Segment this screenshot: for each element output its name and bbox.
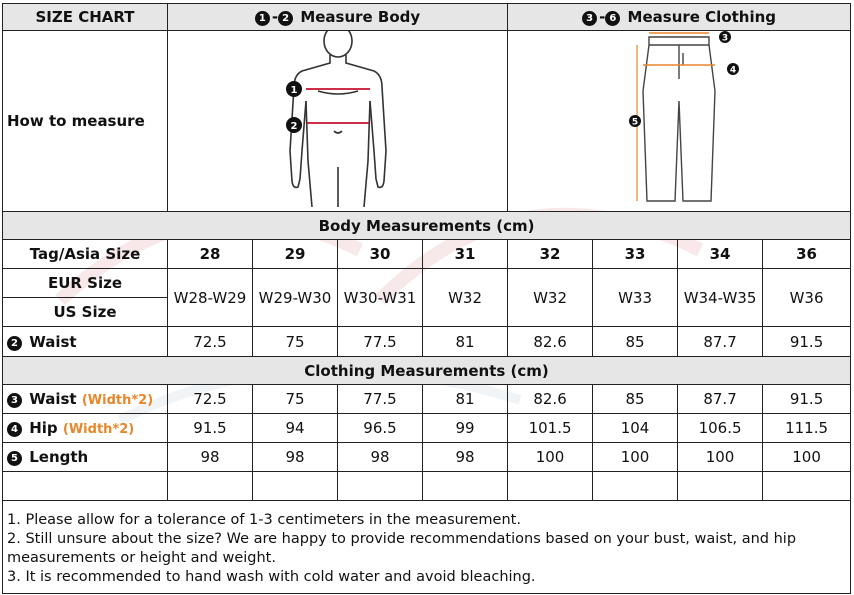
table-row bbox=[3, 327, 851, 357]
tag-size-value: 29 bbox=[253, 240, 338, 269]
table-row bbox=[3, 443, 851, 472]
body-waist-value: 75 bbox=[253, 327, 338, 357]
eur-us-value: W34-W35 bbox=[678, 269, 763, 327]
badge: 3 bbox=[582, 11, 597, 26]
body-figure-icon bbox=[238, 31, 438, 207]
notes-block bbox=[3, 501, 851, 594]
us-size-label: US Size bbox=[3, 298, 168, 327]
badge: 6 bbox=[605, 11, 620, 26]
badge: 3 bbox=[7, 393, 22, 408]
pants-figure-cell bbox=[508, 31, 851, 212]
cloth-length-value: 100 bbox=[678, 443, 763, 472]
empty-cell bbox=[3, 472, 168, 501]
cloth-length-value: 98 bbox=[338, 443, 423, 472]
note-3: 3. It is recommended to hand wash with cold water and avoid bleaching. bbox=[7, 569, 536, 585]
row-label-text: Length bbox=[29, 448, 89, 466]
eur-us-value: W29-W30 bbox=[253, 269, 338, 327]
tag-size-value: 31 bbox=[423, 240, 508, 269]
tag-size-value: 28 bbox=[168, 240, 253, 269]
cloth-hip-value: 94 bbox=[253, 414, 338, 443]
clothing-measurements-title: Clothing Measurements (cm) bbox=[3, 357, 851, 385]
row-label-text: Hip bbox=[29, 419, 58, 437]
cloth-hip-value: 91.5 bbox=[168, 414, 253, 443]
cloth-length-label bbox=[3, 443, 168, 472]
badge: 4 bbox=[7, 422, 22, 437]
cloth-waist-value: 75 bbox=[253, 385, 338, 414]
eur-us-value: W30-W31 bbox=[338, 269, 423, 327]
empty-cell bbox=[508, 472, 593, 501]
badge: 1 bbox=[255, 11, 270, 26]
cloth-waist-value: 91.5 bbox=[763, 385, 851, 414]
table-row bbox=[3, 269, 851, 298]
cloth-hip-label bbox=[3, 414, 168, 443]
body-waist-value: 87.7 bbox=[678, 327, 763, 357]
cloth-waist-value: 77.5 bbox=[338, 385, 423, 414]
cloth-hip-value: 104 bbox=[593, 414, 678, 443]
table-row bbox=[3, 414, 851, 443]
cloth-length-value: 98 bbox=[423, 443, 508, 472]
marker-1: 1 bbox=[290, 85, 297, 96]
cloth-length-value: 98 bbox=[168, 443, 253, 472]
empty-cell bbox=[423, 472, 508, 501]
size-chart-table bbox=[2, 3, 851, 594]
body-waist-label bbox=[3, 327, 168, 357]
pants-figure-icon bbox=[579, 31, 779, 207]
empty-cell bbox=[678, 472, 763, 501]
body-waist-value: 82.6 bbox=[508, 327, 593, 357]
eur-us-value: W33 bbox=[593, 269, 678, 327]
marker-2: 2 bbox=[290, 121, 297, 132]
cloth-waist-value: 81 bbox=[423, 385, 508, 414]
tag-size-label: Tag/Asia Size bbox=[3, 240, 168, 269]
body-waist-value: 91.5 bbox=[763, 327, 851, 357]
body-waist-value: 85 bbox=[593, 327, 678, 357]
note-2: 2. Still unsure about the size? We are happy to provide recommendations based on your bust, waist, and hip measurements or height and weight. bbox=[7, 531, 797, 566]
cloth-length-value: 100 bbox=[508, 443, 593, 472]
cloth-waist-value: 87.7 bbox=[678, 385, 763, 414]
measure-clothing-header: 3 - 6 Measure Clothing bbox=[508, 4, 851, 31]
badge: 2 bbox=[7, 336, 22, 351]
tag-size-value: 33 bbox=[593, 240, 678, 269]
body-waist-value: 81 bbox=[423, 327, 508, 357]
tag-size-value: 36 bbox=[763, 240, 851, 269]
cloth-waist-label bbox=[3, 385, 168, 414]
empty-cell bbox=[338, 472, 423, 501]
row-label-text: Waist bbox=[29, 390, 77, 408]
marker-5: 5 bbox=[631, 117, 639, 128]
eur-us-value: W36 bbox=[763, 269, 851, 327]
table-row bbox=[3, 385, 851, 414]
tag-size-value: 34 bbox=[678, 240, 763, 269]
body-figure-cell bbox=[168, 31, 508, 212]
eur-us-value: W28-W29 bbox=[168, 269, 253, 327]
body-measurements-title: Body Measurements (cm) bbox=[3, 212, 851, 240]
cloth-hip-value: 96.5 bbox=[338, 414, 423, 443]
cloth-hip-value: 99 bbox=[423, 414, 508, 443]
cloth-hip-value: 111.5 bbox=[763, 414, 851, 443]
measure-clothing-label: Measure Clothing bbox=[627, 8, 777, 26]
cloth-waist-value: 85 bbox=[593, 385, 678, 414]
eur-us-value: W32 bbox=[423, 269, 508, 327]
tag-size-value: 32 bbox=[508, 240, 593, 269]
width-note: (Width*2) bbox=[81, 393, 154, 408]
empty-cell bbox=[168, 472, 253, 501]
empty-row bbox=[3, 472, 851, 501]
body-waist-value: 77.5 bbox=[338, 327, 423, 357]
measure-body-header: 1 - 2 Measure Body bbox=[168, 4, 508, 31]
empty-cell bbox=[593, 472, 678, 501]
width-note: (Width*2) bbox=[62, 422, 135, 437]
badge: 2 bbox=[278, 11, 293, 26]
badge: 5 bbox=[7, 451, 22, 466]
measure-body-label: Measure Body bbox=[300, 8, 421, 26]
tag-size-value: 30 bbox=[338, 240, 423, 269]
body-waist-value: 72.5 bbox=[168, 327, 253, 357]
row-label-text: Waist bbox=[29, 332, 77, 351]
size-chart-title: SIZE CHART bbox=[3, 4, 168, 31]
cloth-waist-value: 72.5 bbox=[168, 385, 253, 414]
cloth-length-value: 100 bbox=[593, 443, 678, 472]
cloth-length-value: 100 bbox=[763, 443, 851, 472]
cloth-length-value: 98 bbox=[253, 443, 338, 472]
table-row bbox=[3, 240, 851, 269]
marker-3: 3 bbox=[721, 33, 729, 44]
eur-us-value: W32 bbox=[508, 269, 593, 327]
empty-cell bbox=[763, 472, 851, 501]
how-to-measure-label: How to measure bbox=[3, 31, 168, 212]
empty-cell bbox=[253, 472, 338, 501]
cloth-hip-value: 101.5 bbox=[508, 414, 593, 443]
cloth-waist-value: 82.6 bbox=[508, 385, 593, 414]
cloth-hip-value: 106.5 bbox=[678, 414, 763, 443]
note-1: 1. Please allow for a tolerance of 1-3 centimeters in the measurement. bbox=[7, 512, 521, 528]
marker-4: 4 bbox=[729, 65, 737, 76]
eur-size-label: EUR Size bbox=[3, 269, 168, 298]
